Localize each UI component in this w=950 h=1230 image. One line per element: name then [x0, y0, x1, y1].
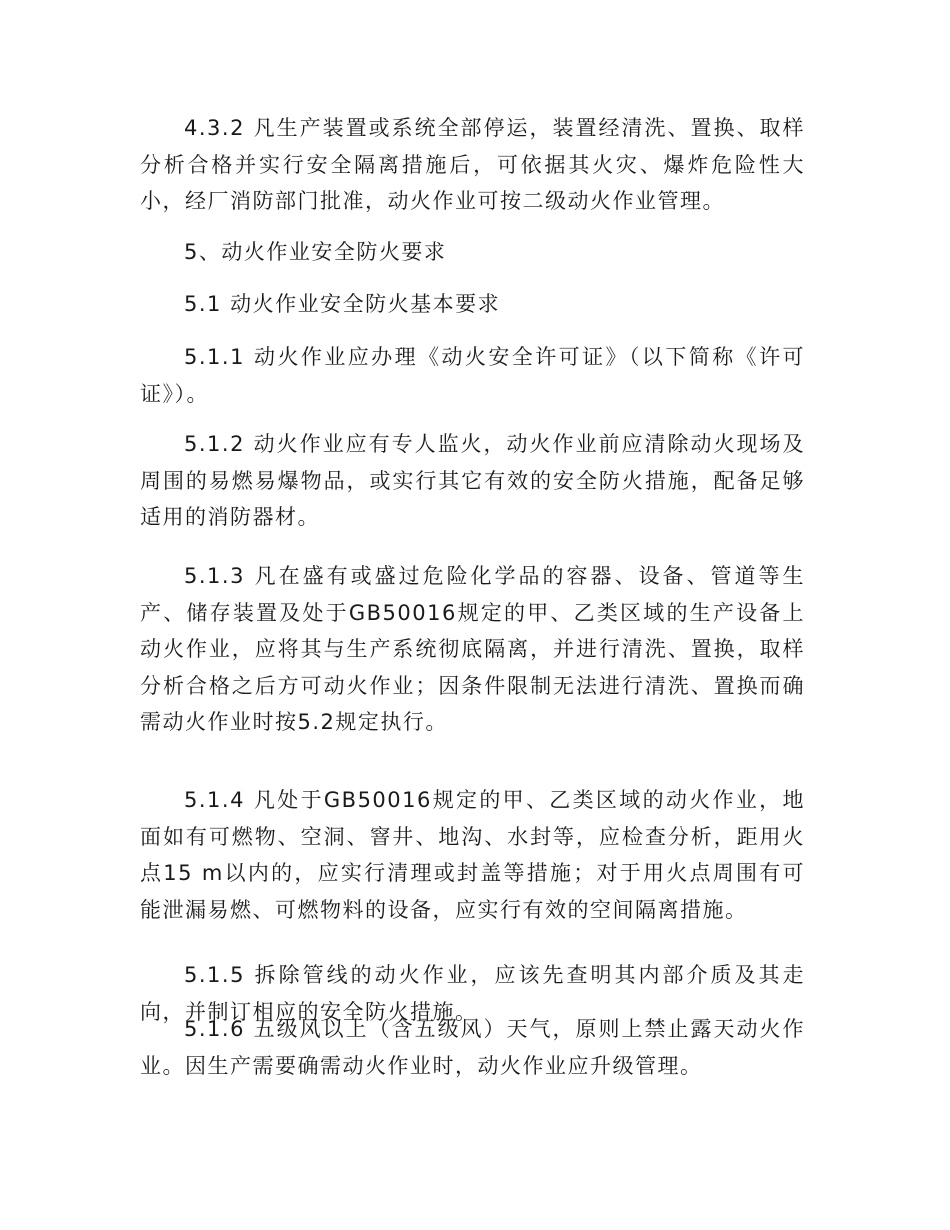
- paragraph-5-1-2: 5.1.2 动火作业应有专人监火，动火作业前应清除动火现场及周围的易燃易爆物品，或实行其它有效的安全防火措施，配备足够适用的消防器材。: [140, 432, 805, 530]
- paragraph-5-1-3: 5.1.3 凡在盛有或盛过危险化学品的容器、设备、管道等生产、储存装置及处于GB50016规定的甲、乙类区域的生产设备上动火作业，应将其与生产系统彻底隔离，并进行清洗、置换，取样分析合格之后方可动火作业；因条件限制无法进行清洗、置换而确需动火作业时按5.2规定执行。: [140, 564, 805, 735]
- paragraph-5-1-6: 5.1.6 五级风以上（含五级风）天气，原则上禁止露天动火作业。因生产需要确需动火作业时，动火作业应升级管理。: [140, 1017, 805, 1078]
- subsection-heading-5-1: 5.1 动火作业安全防火基本要求: [184, 292, 501, 316]
- paragraph-4-3-2: 4.3.2 凡生产装置或系统全部停运，装置经清洗、置换、取样分析合格并实行安全隔离措施后，可依据其火灾、爆炸危险性大小，经厂消防部门批准，动火作业可按二级动火作业管理。: [140, 116, 805, 214]
- section-heading-5: 5、动火作业安全防火要求: [184, 240, 447, 264]
- paragraph-5-1-4: 5.1.4 凡处于GB50016规定的甲、乙类区域的动火作业，地面如有可燃物、空洞、窨井、地沟、水封等，应检查分析，距用火点15 m以内的，应实行清理或封盖等措施；对于用火点周围有可能泄漏易燃、可燃物料的设备，应实行有效的空间隔离措施。: [140, 788, 805, 922]
- paragraph-5-1-1: 5.1.1 动火作业应办理《动火安全许可证》（以下简称《许可证》）。: [140, 345, 805, 406]
- paragraph-5-1-5: 5.1.5 拆除管线的动火作业，应该先查明其内部介质及其走向，并制订相应的安全防火措施。: [140, 963, 805, 1024]
